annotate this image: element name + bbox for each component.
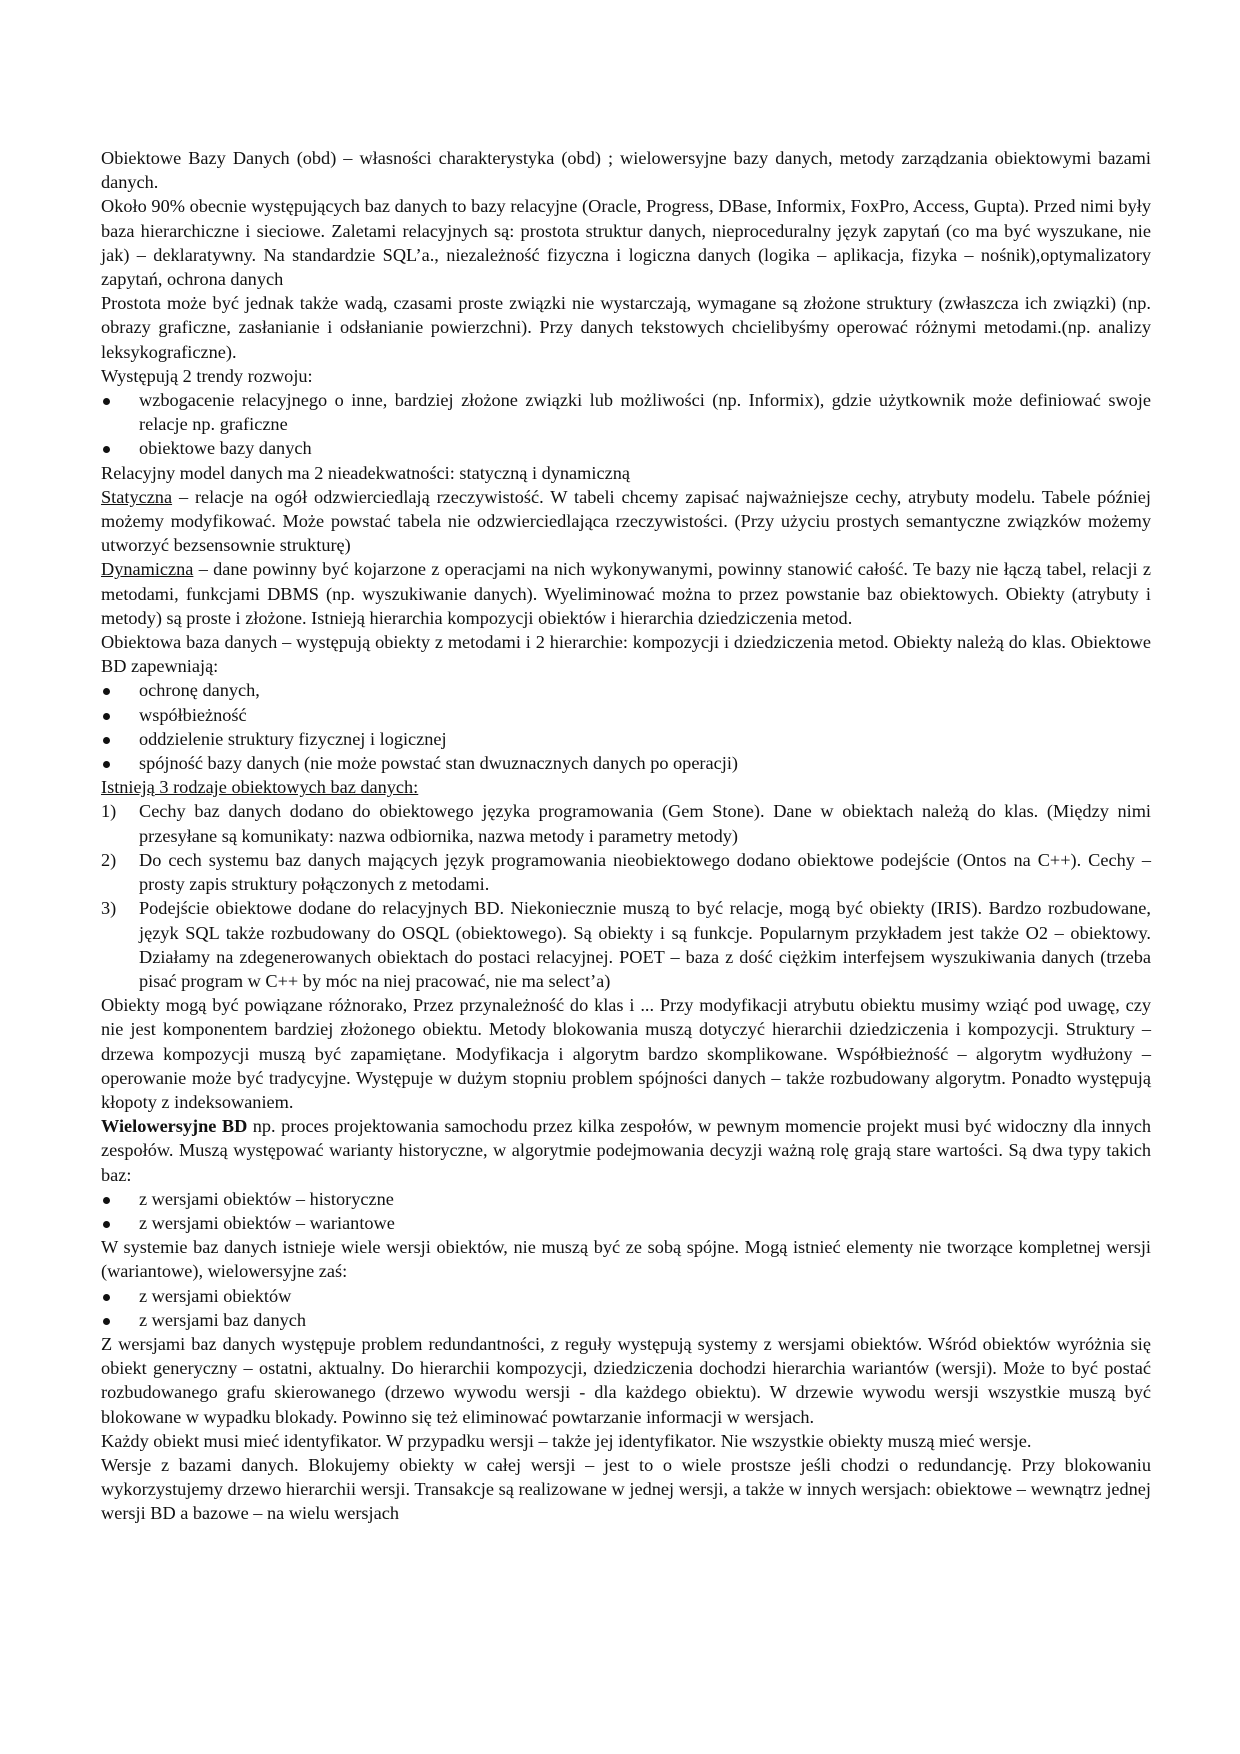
list-item: [101, 1211, 1151, 1235]
text-run: Z wersjami baz danych występuje problem redundantności, z reguły występują systemy z wersjami obiektów. Wśród obiektów wyróżnia się obiekt generyczny – ostatni, aktualny. Do hierarchii kompozycji, dziedziczenia dochodzi hierarchia wariantów (wersji). Może to być postać rozbudowanego grafu skierowanego (drzewo wywodu wersji - dla każdego obiektu). W drzewie wywodu wersji wszystkie muszą być blokowane w wypadku blokady. Powinno się też eliminować powtarzanie informacji w wersjach.: [101, 1333, 1151, 1427]
underlined-term: Dynamiczna: [101, 559, 194, 580]
list-item: [101, 896, 1151, 993]
paragraph: [101, 1332, 1151, 1429]
list-item-text: Podejście obiektowe dodane do relacyjnych BD. Niekoniecznie muszą to być relacje, mogą być obiekty (IRIS). Bardzo rozbudowane, język SQL także rozbudowany do OSQL (obiektowego). Są obiekty i są funkcje. Popularnym przykładem jest także O2 – obiektowy. Działamy na zdegenerowanych obiektach do postaci relacyjnej. POET – baza z dość ciężkim interfejsem wyszukiwania danych (trzeba pisać program w C++ by móc na niej pracować, nie ma select’a): [139, 898, 1151, 991]
text-run: Relacyjny model danych ma 2 nieadekwatności: statyczną i dynamiczną: [101, 462, 630, 483]
paragraph: [101, 993, 1151, 1114]
list-item: [101, 1284, 1151, 1308]
text-run: Występują 2 trendy rozwoju:: [101, 365, 313, 386]
text-run: W systemie baz danych istnieje wiele wersji obiektów, nie muszą być ze sobą spójne. Mogą istnieć elementy nie tworzące kompletnej wersji (wariantowe), wielowersyjne zaś:: [101, 1237, 1151, 1282]
bullet-list: [101, 678, 1151, 775]
paragraph: [101, 1235, 1151, 1283]
text-run: – relacje na ogół odzwierciedlają rzeczywistość. W tabeli chcemy zapisać najważniejsze cechy, atrybuty modelu. Tabele później możemy modyfikować. Może powstać tabela nie odzwierciedlająca rzeczywistości. (Przy użyciu prostych semantyczne związków możemy utworzyć bezsensownie strukturę): [101, 486, 1151, 556]
paragraph: [101, 485, 1151, 558]
underlined-term: Istnieją 3 rodzaje obiektowych baz danych:: [101, 777, 419, 798]
list-item: [101, 727, 1151, 751]
paragraph: [101, 146, 1151, 194]
list-item-text: z wersjami obiektów – wariantowe: [139, 1212, 395, 1233]
bullet-icon: [103, 737, 110, 744]
paragraph: [101, 1453, 1151, 1526]
bold-term: Wielowersyjne BD: [101, 1116, 248, 1137]
list-item-text: spójność bazy danych (nie może powstać stan dwuznacznych danych po operacji): [139, 753, 738, 774]
paragraph: [101, 461, 1151, 485]
paragraph: [101, 1114, 1151, 1187]
list-number: 2): [101, 849, 117, 870]
text-run: Wersje z bazami danych. Blokujemy obiekty w całej wersji – jest to o wiele prostsze jeśli chodzi o redundancję. Przy blokowaniu wykorzystujemy drzewo hierarchii wersji. Transakcje są realizowane w jednej wersji, a także w innych wersjach: obiektowe – wewnątrz jednej wersji BD a bazowe – na wielu wersjach: [101, 1454, 1151, 1524]
paragraph: [101, 775, 1151, 799]
numbered-list: [101, 799, 1151, 993]
underlined-term: Statyczna: [101, 486, 173, 507]
list-item: [101, 848, 1151, 896]
list-item: [101, 751, 1151, 775]
list-item-text: oddzielenie struktury fizycznej i logicznej: [139, 728, 447, 749]
bullet-icon: [103, 1221, 110, 1228]
list-number: 1): [101, 801, 117, 822]
bullet-list: [101, 1284, 1151, 1332]
paragraph: [101, 557, 1151, 630]
list-item-text: Do cech systemu baz danych mających język programowania nieobiektowego dodano obiektowe podejście (Ontos na C++). Cechy – prosty zapis struktury połączonych z metodami.: [139, 849, 1151, 895]
list-item: [101, 388, 1151, 436]
paragraph: [101, 630, 1151, 678]
list-number: 3): [101, 898, 117, 919]
list-item-text: ochronę danych,: [139, 680, 260, 701]
bullet-icon: [103, 1294, 110, 1301]
text-run: Każdy obiekt musi mieć identyfikator. W przypadku wersji – także jej identyfikator. Nie wszystkie obiekty muszą mieć wersje.: [101, 1430, 1032, 1451]
bullet-icon: [103, 1318, 110, 1325]
text-run: np. proces projektowania samochodu przez kilka zespołów, w pewnym momencie projekt musi być widoczny dla innych zespołów. Muszą występować warianty historyczne, w algorytmie podejmowania decyzji ważną rolę grają stare wartości. Są dwa typy takich baz:: [101, 1116, 1151, 1185]
text-run: Prostota może być jednak także wadą, czasami proste związki nie wystarczają, wymagane są złożone struktury (zwłaszcza ich związki) (np. obrazy graficzne, zasłanianie i odsłanianie powierzchni). Przy danych tekstowych chcielibyśmy operować różnymi metodami.(np. analizy leksykograficzne).: [101, 293, 1151, 362]
bullet-icon: [103, 761, 110, 768]
bullet-icon: [103, 713, 110, 720]
list-item-text: Cechy baz danych dodano do obiektowego języka programowania (Gem Stone). Dane w obiektach należą do klas. (Między nimi przesyłane są komunikaty: nazwa odbiornika, nazwa metody i parametry metody): [139, 801, 1151, 846]
paragraph: [101, 364, 1151, 388]
list-item-text: obiektowe bazy danych: [139, 438, 312, 459]
bullet-icon: [103, 398, 110, 405]
list-item: [101, 703, 1151, 727]
text-run: – dane powinny być kojarzone z operacjami na nich wykonywanymi, powinny stanowić całość. Te bazy nie łączą tabel, relacji z metodami, funkcjami DBMS (np. wyszukiwanie danych). Wyeliminować można to przez powstanie baz obiektowych. Obiekty (atrybuty i metody) są proste i złożone. Istnieją hierarchia kompozycji obiektów i hierarchia dziedziczenia metod.: [101, 559, 1151, 628]
list-item: [101, 799, 1151, 847]
text-run: Około 90% obecnie występujących baz danych to bazy relacyjne (Oracle, Progress, DBase, Informix, FoxPro, Access, Gupta). Przed nimi były baza hierarchiczne i sieciowe. Zaletami relacyjnych są: prostota struktur danych, nieproceduralny język zapytań (co ma być wyszukane, nie jak) – deklaratywny. Na standardzie SQL’a., niezależność fizyczna i logiczna danych (logika – aplikacja, fizyka – nośnik),optymalizatory zapytań, ochrona danych: [101, 196, 1151, 290]
list-item-text: wzbogacenie relacyjnego o inne, bardziej złożone związki lub możliwości (np. Informix), gdzie użytkownik może definiować swoje relacje np. graficzne: [139, 390, 1151, 435]
list-item: [101, 436, 1151, 460]
bullet-icon: [103, 688, 110, 695]
list-item-text: współbieżność: [139, 704, 247, 725]
document-body: [101, 146, 1151, 1526]
bullet-icon: [103, 446, 110, 453]
bullet-list: [101, 1187, 1151, 1235]
list-item: [101, 1187, 1151, 1211]
list-item: [101, 1308, 1151, 1332]
paragraph: [101, 1429, 1151, 1453]
text-run: Obiektowe Bazy Danych (obd) – własności charakterystyka (obd) ; wielowersyjne bazy danych, metody zarządzania obiektowymi bazami danych.: [101, 148, 1151, 193]
bullet-list: [101, 388, 1151, 461]
paragraph: [101, 194, 1151, 291]
bullet-icon: [103, 1197, 110, 1204]
text-run: Obiektowa baza danych – występują obiekty z metodami i 2 hierarchie: kompozycji i dziedziczenia metod. Obiekty należą do klas. Obiektowe BD zapewniają:: [101, 632, 1151, 677]
text-run: Obiekty mogą być powiązane różnorako, Przez przynależność do klas i ... Przy modyfikacji atrybutu obiektu musimy wziąć pod uwagę, czy nie jest komponentem bardziej złożonego obiektu. Metody blokowania muszą dotyczyć hierarchii dziedziczenia i kompozycji. Struktury – drzewa kompozycji muszą być zapamiętane. Modyfikacja i algorytm bardzo skomplikowane. Współbieżność – algorytm wydłużony – operowanie może być tradycyjne. Występuje w dużym stopniu problem spójności danych – także rozbudowany algorytm. Ponadto występują kłopoty z indeksowaniem.: [101, 995, 1151, 1112]
list-item: [101, 678, 1151, 702]
paragraph: [101, 291, 1151, 364]
list-item-text: z wersjami baz danych: [139, 1309, 306, 1330]
list-item-text: z wersjami obiektów – historyczne: [139, 1188, 394, 1209]
list-item-text: z wersjami obiektów: [139, 1285, 292, 1306]
